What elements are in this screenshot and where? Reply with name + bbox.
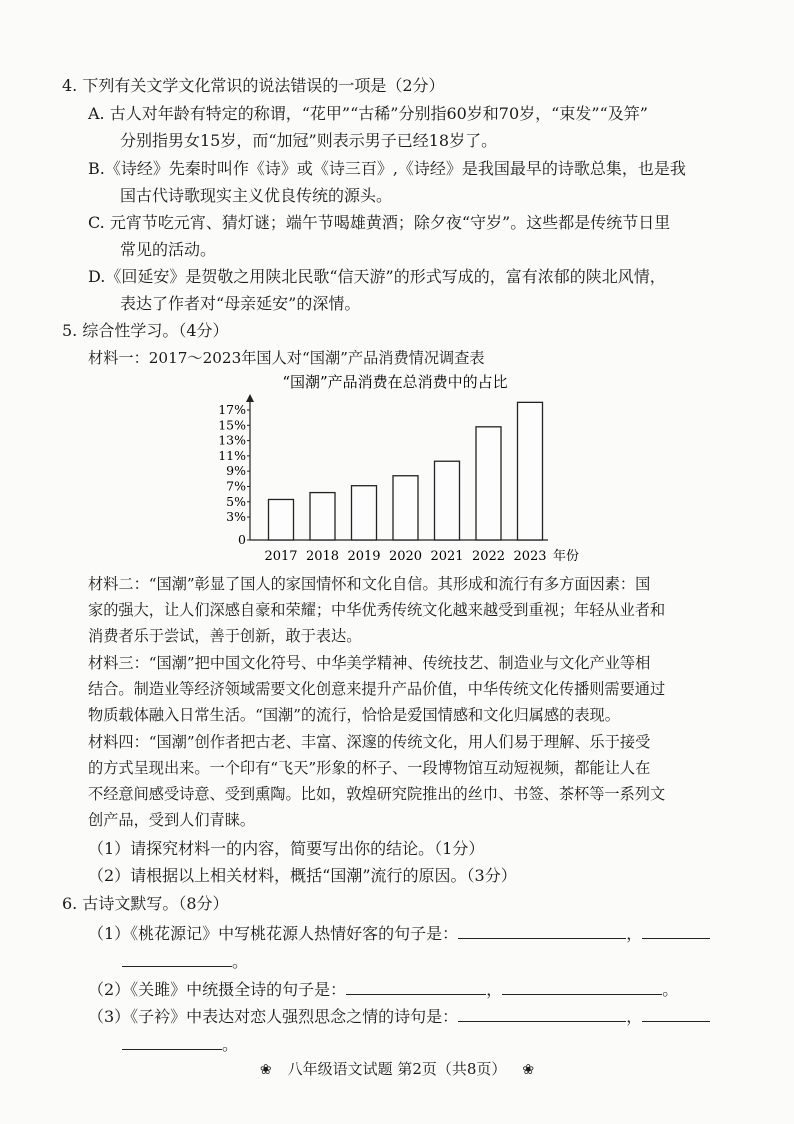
q5-stem: 5. 综合性学习。（4分） xyxy=(62,321,229,340)
material-4-line3: 不经意间感受诗意、受到熏陶。比如，敦煌研究院推出的丝巾、书签、茶杯等一系列文 xyxy=(88,785,666,803)
material-2-line2: 家的强大，让人们深感自豪和荣耀；中华优秀传统文化越来越受到重视；年轻从业者和 xyxy=(88,601,666,619)
answer-blank-3a[interactable] xyxy=(458,1005,626,1022)
y-tick-label: 13% xyxy=(218,432,246,448)
page-footer xyxy=(0,1058,794,1079)
material-1-title: 材料一：2017～2023年国人对“国潮”产品消费情况调查表 xyxy=(88,349,485,367)
q4-option-a-line1: A. 古人对年龄有特定的称谓，“花甲”“古稀”分别指60岁和70岁，“束发”“及笄” xyxy=(88,104,648,123)
y-tick-label: 0 xyxy=(238,532,246,547)
q4-option-b-line1: B.《诗经》先秦时叫作《诗》或《诗三百》,《诗经》是我国最早的诗歌总集，也是我 xyxy=(88,159,686,178)
q4-option-c-line2: 常见的活动。 xyxy=(120,240,217,259)
bar-2018 xyxy=(310,493,335,540)
q6-sub1-line2 xyxy=(88,950,248,973)
flower-ornament-icon: ❀ xyxy=(522,1062,535,1078)
answer-blank-3b[interactable] xyxy=(642,1005,710,1022)
y-tick-label: 15% xyxy=(218,417,246,433)
x-tick-label: 2022 xyxy=(471,549,506,564)
comma: ， xyxy=(626,924,643,943)
q4-option-c-line1: C. 元宵节吃元宵、猜灯谜；端午节喝雄黄酒；除夕夜“守岁”。这些都是传统节日里 xyxy=(88,213,671,232)
footer-text: 八年级语文试题 第2页（共8页） xyxy=(287,1060,507,1078)
q6-sub3-line2 xyxy=(88,1033,238,1056)
y-tick-label: 5% xyxy=(226,493,246,509)
period: 。 xyxy=(232,952,249,971)
q4-option-d-line2: 表达了作者对“母亲延安”的深情。 xyxy=(120,294,361,313)
material-2-line3: 消费者乐于尝试，善于创新，敢于表达。 xyxy=(88,627,362,645)
answer-blank-2a[interactable] xyxy=(346,978,486,995)
comma: ， xyxy=(626,1007,643,1026)
y-tick-label: 7% xyxy=(226,478,246,494)
q6-sub3-prompt: （3）《子衿》中表达对恋人强烈思念之情的诗句是： xyxy=(88,1007,459,1026)
comma: ， xyxy=(486,980,503,999)
bar-2017 xyxy=(269,499,294,540)
flower-ornament-icon: ❀ xyxy=(259,1062,272,1078)
material-3-line1: 材料三：“国潮”把中国文化符号、中华美学精神、传统技艺、制造业与文化产业等相 xyxy=(88,654,651,672)
bar-2019 xyxy=(352,486,377,540)
q4-option-b-line2: 国古代诗歌现实主义优良传统的源头。 xyxy=(120,186,393,205)
material-4-line1: 材料四：“国潮”创作者把古老、丰富、深邃的传统文化，用人们易于理解、乐于接受 xyxy=(88,733,651,751)
bar-2022 xyxy=(476,427,501,540)
y-tick-label: 17% xyxy=(218,402,246,417)
y-axis-arrow xyxy=(246,394,254,402)
material-4-line2: 的方式呈现出来。一个印有“飞天”形象的杯子、一段博物馆互动短视频，都能让人在 xyxy=(88,759,651,777)
y-tick-label: 3% xyxy=(226,509,246,525)
q5-sub2: （2）请根据以上相关材料，概括“国潮”流行的原因。（3分） xyxy=(88,866,517,885)
q4-stem: 4. 下列有关文学文化常识的说法错误的一项是（2分） xyxy=(62,76,445,95)
material-3-line2: 结合。制造业等经济领域需要文化创意来提升产品价值，中华传统文化传播则需要通过 xyxy=(88,680,666,698)
answer-blank-1b[interactable] xyxy=(642,922,710,939)
x-tick-label: 2023 xyxy=(513,549,547,564)
answer-blank-3c[interactable] xyxy=(122,1033,222,1050)
x-tick-label: 2021 xyxy=(430,549,464,564)
q6-sub2-prompt: （2）《关雎》中统摄全诗的句子是： xyxy=(88,980,347,999)
x-tick-label: 2019 xyxy=(347,549,381,564)
q6-stem: 6. 古诗文默写。（8分） xyxy=(62,894,229,913)
bar-2020 xyxy=(393,476,418,540)
chart-title: “国潮”产品消费在总消费中的占比 xyxy=(282,373,508,391)
material-2-line1: 材料二：“国潮”彰显了国人的家国情怀和文化自信。其形成和流行有多方面因素：国 xyxy=(88,575,651,593)
q6-sub3-line1 xyxy=(88,1005,710,1028)
period: 。 xyxy=(662,980,679,999)
bar-2023 xyxy=(518,402,543,540)
x-tick-label: 2018 xyxy=(305,549,340,564)
answer-blank-1c[interactable] xyxy=(122,950,232,967)
period: 。 xyxy=(222,1035,239,1054)
y-tick-label: 9% xyxy=(226,463,246,479)
q6-sub1-prompt: （1）《桃花源记》中写桃花源人热情好客的句子是： xyxy=(88,924,459,943)
x-tick-label: 2017 xyxy=(264,549,298,564)
material-3-line3: 物质载体融入日常生活。“国潮”的流行，恰恰是爱国情感和文化归属感的表现。 xyxy=(88,706,620,724)
x-axis-label: 年份 xyxy=(552,549,580,564)
x-tick-label: 2020 xyxy=(388,549,423,564)
answer-blank-2b[interactable] xyxy=(502,978,662,995)
q4-option-d-line1: D.《回延安》是贺敬之用陕北民歌“信天游”的形式写成的，富有浓郁的陕北风情， xyxy=(88,267,666,286)
q6-sub1-line1 xyxy=(88,922,710,945)
q5-sub1: （1）请探究材料一的内容，简要写出你的结论。（1分） xyxy=(88,839,485,858)
q6-sub2-line xyxy=(88,978,678,1001)
y-tick-label: 11% xyxy=(218,447,246,463)
q4-option-a-line2: 分别指男女15岁，而“加冠”则表示男子已经18岁了。 xyxy=(120,131,498,150)
bar-2021 xyxy=(435,461,460,540)
answer-blank-1a[interactable] xyxy=(458,922,626,939)
material-4-line4: 创产品，受到人们青睐。 xyxy=(88,811,256,829)
